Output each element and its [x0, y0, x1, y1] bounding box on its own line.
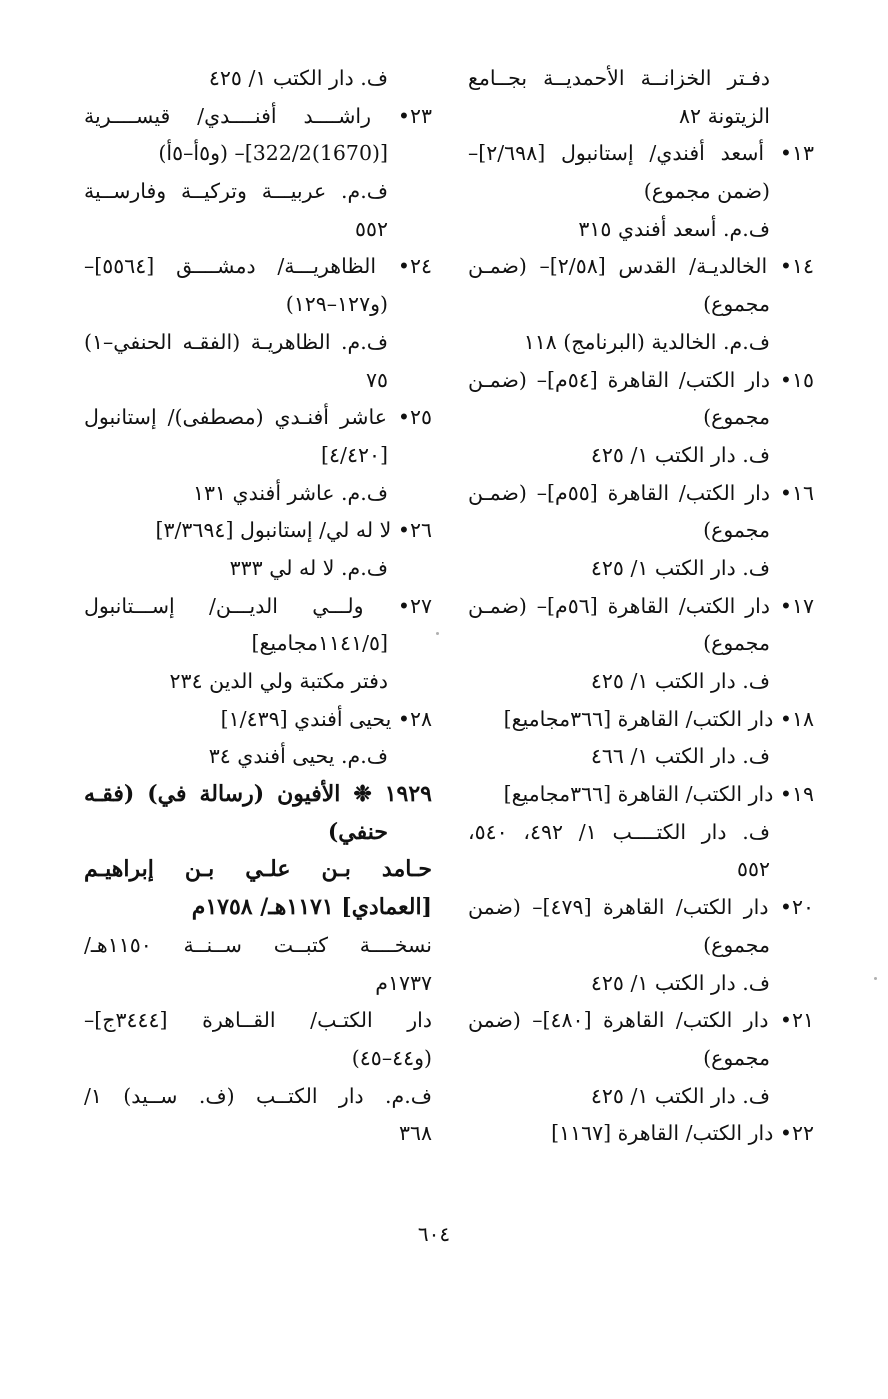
text-line: مجموع)	[703, 932, 770, 957]
text-line: ١٩• دار الكتب/ القاهرة [٣٦٦مجاميع]	[503, 782, 814, 807]
text-line: (ضمن مجموع)	[643, 179, 770, 204]
page-number: ٦٠٤	[417, 1222, 451, 1246]
text-line: (و١٢٧–١٢٩)	[285, 292, 388, 317]
text-line: ف.م. أسعد أفندي ٣١٥	[578, 216, 770, 241]
text-line: ف. دار الكتب ١/ ٤٢٥	[590, 442, 770, 467]
text-line: مجموع)	[703, 292, 770, 317]
text-line: ١٧• دار الكتب/ القاهرة [٥٦م]– (ضمـن	[468, 593, 814, 618]
text-line: دار الكتـب/ القــاهرة [٣٤٤٤ج]–	[84, 1008, 432, 1033]
text-line: ٢٣• راشــــد أفنــــدي/ قيســــرية	[84, 103, 432, 128]
text-line: [١١٤١/٥مجاميع]	[251, 631, 388, 656]
text-line: ف. دار الكتب ١/ ٤٢٥	[590, 555, 770, 580]
scan-speck	[874, 977, 877, 980]
text-line: ٣٦٨	[398, 1121, 432, 1146]
text-line: ٢٠• دار الكتب/ القاهرة [٤٧٩]– (ضمن	[468, 895, 814, 920]
text-line: ف.م. لا له لي ٣٣٣	[229, 555, 388, 580]
text-line: [العمادي] ١١٧١هـ/ ١٧٥٨م	[191, 894, 432, 921]
text-line: ٢٧• ولـــي الديـــن/ إســـتانبول	[84, 593, 432, 618]
text-line: ١٥• دار الكتب/ القاهرة [٥٤م]– (ضمـن	[468, 367, 814, 392]
text-line: ١٤• الخالديـة/ القدس [٢/٥٨]– (ضمـن	[468, 254, 814, 279]
text-line: ف.م. عاشر أفندي ١٣١	[192, 480, 388, 505]
text-line: ٧٥	[365, 367, 388, 392]
text-line: مجموع)	[703, 405, 770, 430]
text-line: ف. دار الكتب ١/ ٤٢٥	[590, 669, 770, 693]
text-line: الزيتونة ٨٢	[679, 103, 770, 128]
text-line: حنفي)	[327, 818, 388, 845]
text-line: [(1670)322/2]– (و٥أ–٥أ)	[158, 141, 388, 166]
text-line: ٢١• دار الكتب/ القاهرة [٤٨٠]– (ضمن	[468, 1008, 814, 1033]
text-line: ف.م. الخالدية (البرنامج) ١١٨	[523, 329, 770, 354]
text-line: ٥٥٢	[354, 216, 388, 241]
text-line: حـامد بـن علـي بـن إبراهيـم	[84, 856, 432, 883]
text-line: ف.م. دار الكتــب (ف. ســيد) ١/	[84, 1083, 432, 1108]
text-line: ١٧٣٧م	[375, 970, 432, 995]
left-column	[84, 60, 432, 1153]
text-line: ٥٥٢	[736, 857, 770, 882]
text-line: ٢٦• لا له لي/ إستانبول [٣/٣٦٩٤]	[155, 518, 432, 543]
text-line: ف. دار الكتب ١/ ٤٢٥	[590, 1083, 770, 1108]
text-line: نسخــــة كتبــت ســنــة ١١٥٠هـ/	[84, 932, 432, 957]
text-line: دفـتر الخزانــة الأحمديــة بجــامع	[468, 66, 770, 90]
text-line: ف.م. الظاهريـة (الفقـه الحنفي–١)	[84, 329, 388, 354]
text-line: ٢٨• يحيى أفندي [١/٤٣٩]	[220, 706, 432, 731]
text-line: مجموع)	[703, 518, 770, 543]
text-line: ٢٢• دار الكتب/ القاهرة [١١٦٧]	[551, 1121, 814, 1146]
scan-speck	[436, 632, 439, 635]
text-line: مجموع)	[703, 631, 770, 656]
text-line: ١٨• دار الكتب/ القاهرة [٣٦٦مجاميع]	[503, 706, 814, 731]
text-line: دفتر مكتبة ولي الدين ٢٣٤	[169, 669, 388, 693]
text-line: ١٣• أسعد أفندي/ إستانبول [٢/٦٩٨]–	[468, 141, 814, 166]
text-line: ف.م. يحيى أفندي ٣٤	[208, 744, 388, 769]
text-line: ١٦• دار الكتب/ القاهرة [٥٥م]– (ضمـن	[468, 480, 814, 505]
text-line: مجموع)	[703, 1045, 770, 1070]
text-line: ٢٥• عاشر أفنـدي (مصطفى)/ إستانبول	[84, 405, 432, 430]
text-line: ف. دار الكتب ١/ ٤٢٥	[590, 970, 770, 995]
text-line: ف. دار الكتب ١/ ٤٢٥	[208, 66, 388, 90]
text-line: ف. دار الكتب ١/ ٤٦٦	[590, 744, 770, 769]
text-line: (و٤٤–٤٥)	[351, 1045, 432, 1070]
text-line: ١٩٢٩ ❉ الأفيون (رسالة في) (فقـه	[84, 781, 432, 808]
text-line: [٤/٤٢٠]	[321, 442, 388, 467]
text-line: ٢٤• الظاهريـــة/ دمشــــق [٥٥٦٤]–	[84, 254, 432, 279]
right-column	[468, 60, 814, 1153]
text-line: ف. دار الكتــــب ١/ ٤٩٢، ٥٤٠،	[468, 819, 770, 844]
text-line: ف.م. عربيـــة وتركيــة وفارســية	[84, 179, 388, 204]
